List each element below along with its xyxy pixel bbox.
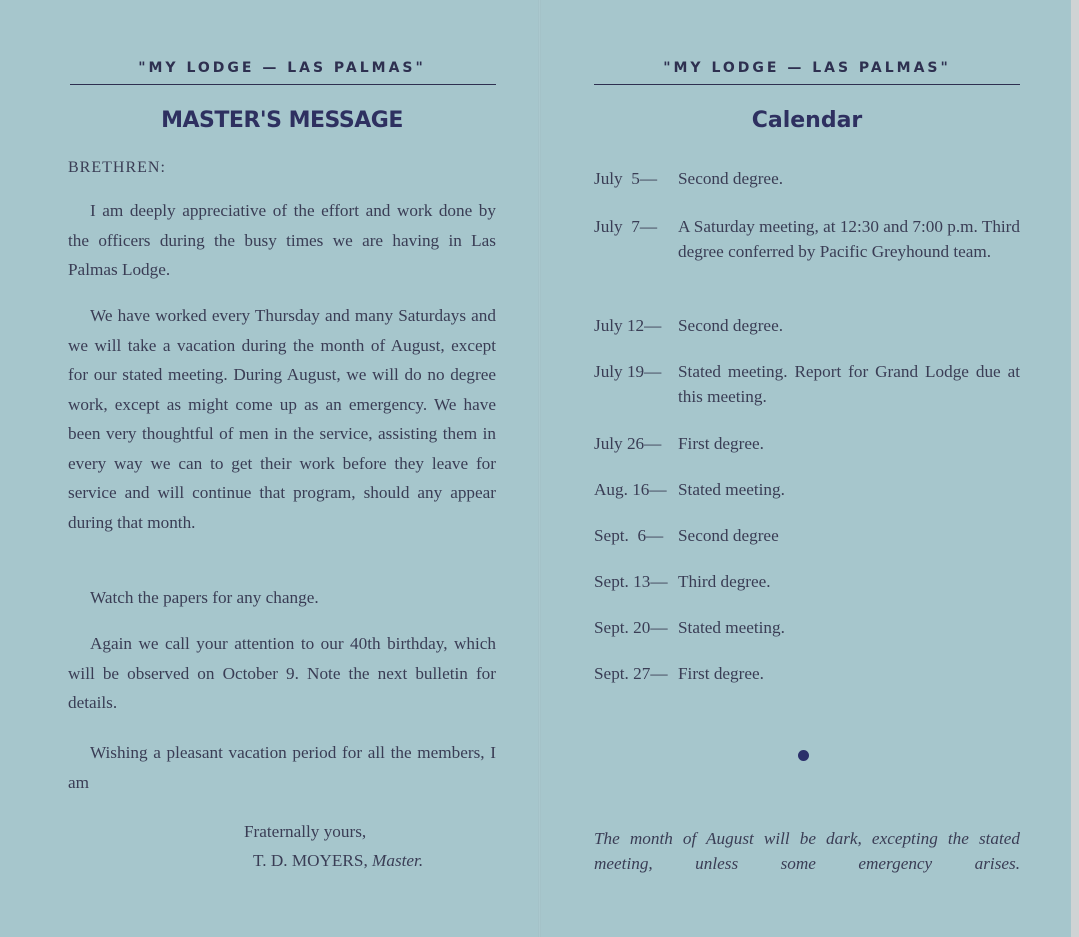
calendar-date: Sept. 6— (594, 526, 664, 545)
calendar-event: First degree. (678, 664, 764, 683)
calendar-date: July 19— (594, 362, 662, 381)
calendar-date: July 5— (594, 169, 658, 188)
paragraph: I am deeply appreciative of the effort and work done by the officers during the busy times we are having in Las Palmas Lodge. (68, 201, 496, 279)
calendar-date: July 7— (594, 217, 658, 236)
calendar-date: Sept. 13— (594, 572, 668, 591)
running-head: "MY LODGE — LAS PALMAS" (138, 60, 426, 76)
calendar-date: July 12— (594, 316, 662, 335)
header-rule (594, 84, 1020, 85)
calendar-event: A Saturday meeting, at 12:30 and 7:00 p.m. Third degree conferred by Pacific Greyhound team. (678, 217, 1020, 261)
paragraph: Wishing a pleasant vacation period for all the members, I am (68, 743, 496, 792)
header-rule (70, 84, 496, 85)
calendar-date: July 26— (594, 434, 662, 453)
paragraph: Again we call your attention to our 40th birthday, which will be observed on October 9. Note the next bulletin for details. (68, 634, 496, 712)
page-title: Calendar (751, 108, 863, 133)
right-page (594, 0, 1020, 937)
signature-title: Master. (372, 851, 424, 870)
calendar-event: First degree. (678, 434, 764, 453)
page-title: MASTER'S MESSAGE (161, 108, 403, 133)
closing: Fraternally yours, (244, 822, 367, 841)
bullet-ornament (798, 750, 809, 761)
calendar-event: Second degree. (678, 169, 783, 188)
calendar-event: Second degree. (678, 316, 783, 335)
closing-note: The month of August will be dark, excepting the stated meeting, unless some emergency arises. (594, 829, 1020, 873)
calendar-event: Stated meeting. Report for Grand Lodge due at this meeting. (678, 362, 1020, 406)
salutation: BRETHREN: (68, 159, 166, 176)
calendar-event: Second degree (678, 526, 779, 545)
running-head: "MY LODGE — LAS PALMAS" (663, 60, 951, 76)
signature-name: T. D. MOYERS, (253, 851, 368, 870)
calendar-date: Sept. 27— (594, 664, 668, 683)
calendar-date: Sept. 20— (594, 618, 668, 637)
calendar-date: Aug. 16— (594, 480, 667, 499)
left-page (68, 0, 496, 937)
page-edge (1071, 0, 1079, 937)
signature (253, 851, 423, 871)
calendar-event: Stated meeting. (678, 480, 785, 499)
center-fold (538, 0, 541, 937)
paragraph: Watch the papers for any change. (90, 588, 319, 607)
calendar-event: Stated meeting. (678, 618, 785, 637)
calendar-event: Third degree. (678, 572, 771, 591)
paragraph: We have worked every Thursday and many Saturdays and we will take a vacation during the month of August, except for our stated meeting. During August, we will do no degree work, except as might come up as an emergency. We have been very thoughtful of men in the service, assisting them in every way we can to get their work before they leave for service and will continue that program, should any appear during that month. (68, 306, 496, 532)
